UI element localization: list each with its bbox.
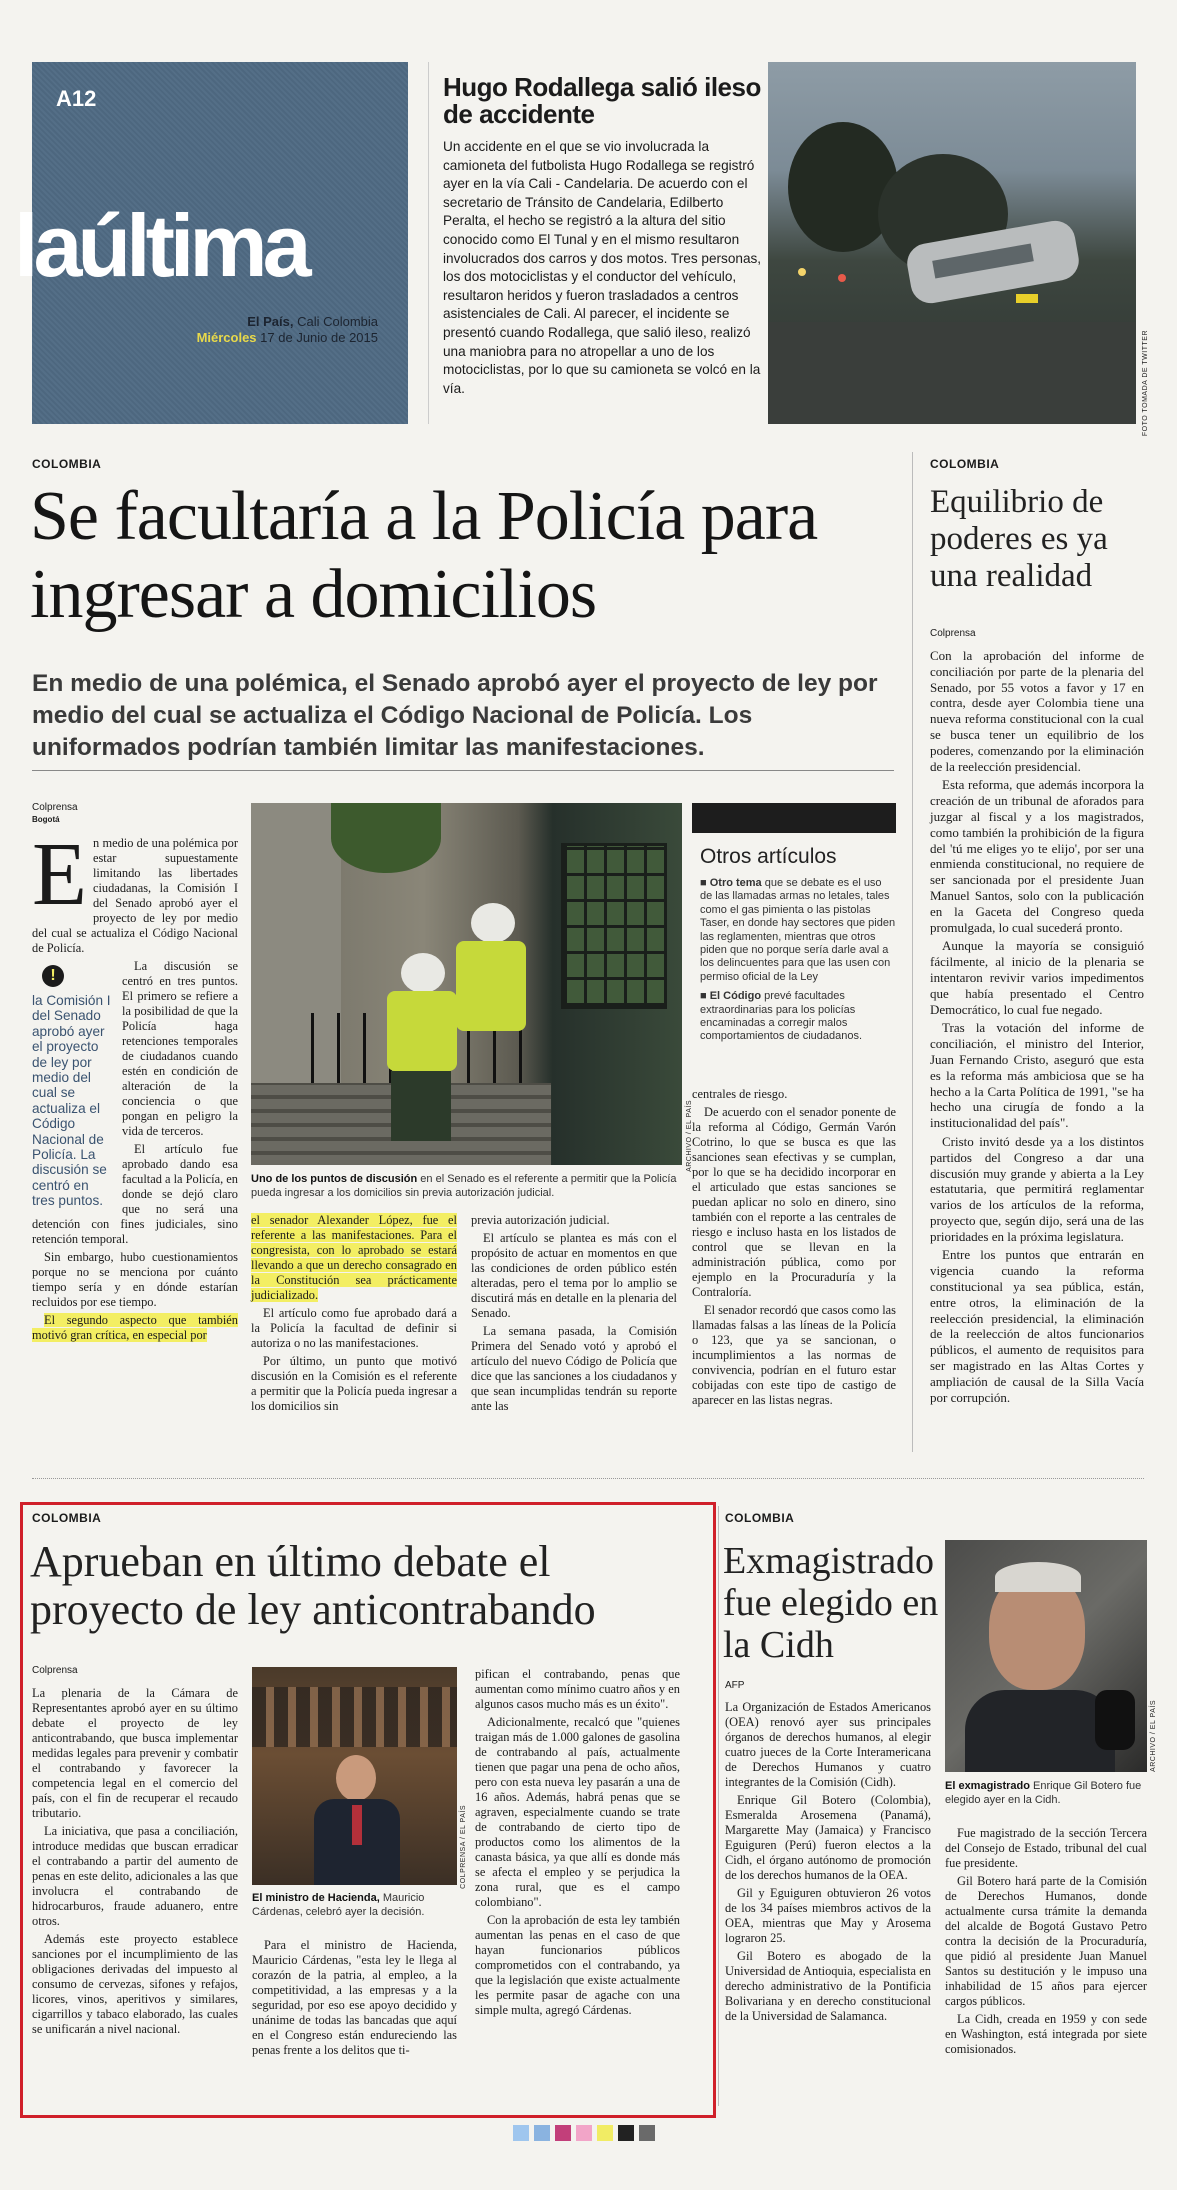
main-paragraph: El artículo como fue aprobado dará a la Policía la facultad de definir si autoriza o no las manifestaciones. <box>251 1306 457 1350</box>
bottom-right-photo-credit: ARCHIVO / EL PAÍS <box>1150 1700 1157 1772</box>
main-photo-credit: ARCHIVO / EL PAÍS <box>686 1100 693 1172</box>
top-story-photo <box>768 62 1136 424</box>
top-photo-credit: FOTO TOMADA DE TWITTER <box>1142 330 1149 437</box>
police-vest <box>456 941 526 1031</box>
main-lead: n medio de una polémica por estar supuestamente limitando las libertades ciudadanas, la Comisión I del Senado aprobó ayer el proyecto de ley por medio del cual se actualiza el Código Nacional de Policía. <box>32 836 238 955</box>
bottom-right-photo <box>945 1540 1147 1772</box>
suit <box>965 1690 1115 1772</box>
bottom-col-1: La plenaria de la Cámara de Representantes aprobó ayer en su último debate el proyecto de ley anticontrabando, que busca implementar medidas legales para prevenir y combatir el contrabando y favorecer la competencia legal en el comercio del país, con el fin de recuperar el recaudo tributario. La iniciativa, que pasa a conciliación, introduce medidas que buscan erradicar el contrabando a partir del aumento de penas en este delito, adicionales a las que involucra el contrabando de hidrocarburos, fraude aduanero, entre otros. Además este proyecto establece sanciones por el incumplimiento de las obligaciones derivadas del impuesto al consumo de cervezas, sifones y refajos, licores, vinos, aperitivos y similares, cigarrillos y tabaco elaborado, las cuales se unificarán a nivel nacional. <box>32 1686 238 2036</box>
box-item: ■ Otro tema que se debate es el uso de las llamadas armas no letales, tales como el gas pimienta o las pistolas Taser, en donde hay sectores que piden las reglamenten, mientras que otros piden que no porque sería darle aval a los delincuentes para que las usen con permiso oficial de la Ley <box>700 877 896 983</box>
police-legs <box>391 1071 451 1141</box>
day: Miércoles <box>196 330 257 345</box>
main-col-2 <box>251 1213 457 1417</box>
bullet-icon: ■ <box>700 877 707 889</box>
highlighted-text: El segundo aspecto que también motivó gran crítica, en especial por <box>32 1313 238 1342</box>
main-deck: En medio de una polémica, el Senado aprobó ayer el proyecto de ley por medio del cual se actualiza el Código Nacional de Policía. Los uniformados podrían también limitar las manifestaciones. <box>32 670 878 761</box>
motorbike-light <box>838 274 846 282</box>
section-separator <box>32 1478 1144 1479</box>
top-story-body: Un accidente en el que se vio involucrada la camioneta del futbolista Hugo Rodallega se registró ayer en la vía Cali - Candelaria. De acuerdo con el secretario de Tránsito de Candelaria, Edilberto Peralta, el hecho se registró a la altura del sitio conocido como El Tunal y en el mismo resultaron involucrados dos carros y dos motos. Tres personas, los dos motociclistas y el conductor del vehículo, resultaron heridos y fueron trasladados a centros asistenciales de Cali. Al parecer, el incidente se presentó cuando Rodallega, que salió ileso, realizó una maniobra para no atropellar a uno de los motociclistas, por lo que su camioneta se volcó en la vía. <box>443 139 762 396</box>
box-title: Otros artículos <box>700 845 837 868</box>
box-item: ■ El Código prevé facultades extraordinarias para los policías encaminadas a corregir malos comportamientos de ciudadanos. <box>700 990 863 1043</box>
bottom-right-title: Exmagistrado fue elegido en la Cidh <box>723 1540 939 1666</box>
bottom-col-3: pifican el contrabando, penas que aumentan como mínimo cuatro años y en algunos casos mucho más es un éxito". Adicionalmente, recalcó que "quienes traigan más de 1.000 galones de gasolina de contrabando al país, actualmente tienen que pagar una pena de ocho años, pero con esta nueva ley pasarán a una de 16 años. Además, habrá penas que se agraven, especialmente cuando se trate de contrabando de cierto tipo de productos como los alimentos de la canasta básica, ya que allí es donde más se afecta el empleo y se perjudica la zona rural, que es el campo colombiano". Con la aprobación de esta ley también aumentan las penas en el caso de que hayan funcionarios públicos comprometidos con el contrabando, ya que la legislación que existe actualmente les permite pasar de agache con una simple multa, agregó Cárdenas. <box>475 1667 680 2017</box>
main-paragraph: El senador recordó que casos como las llamadas falsas a las líneas de la Policía o 123, que ya se sancionan, o incumplimientos a las normas de convivencia, podrían en el futuro estar cobijadas con este tipo de castigo de aparecer en las listas negras. <box>692 1303 896 1407</box>
bottom-title: Aprueban en último debate el proyecto de ley anticontrabando <box>30 1537 596 1634</box>
pullquote: ! la Comisión I del Senado aprobó ayer el proyecto de ley por medio del cual se actualiza el Código Nacional de Policía. La discusión se centró en tres puntos. <box>32 967 111 1209</box>
main-paragraph: La semana pasada, la Comisión Primera del Senado votó y aprobó el artículo del nuevo Código de Policía que dice que las sanciones a los ciudadanos y que sean incumplidas tendrán su reporte ante las <box>471 1324 677 1413</box>
color-swatch <box>555 2125 571 2141</box>
column-rule <box>718 1506 719 2106</box>
tie <box>352 1805 362 1845</box>
paper-name: El País, <box>247 314 294 329</box>
color-swatch <box>534 2125 550 2141</box>
main-paragraph: Sin embargo, hubo cuestionamientos porque no se menciona por cuánto tiempo sería y en dónde estarían recluidos por ese tiempo. <box>32 1250 238 1309</box>
main-paragraph: El artículo se plantea es más con el propósito de actuar en momentos en que las condiciones de orden público estén alteradas, pero el tema por lo amplio se discutirá más en detalle en la plenaria del Senado. <box>471 1231 677 1320</box>
microphone <box>1095 1690 1135 1750</box>
bottom-right-source: AFP <box>725 1680 745 1691</box>
bottom-photo-credit: COLPRENSA / EL PAÍS <box>460 1805 467 1889</box>
motorbike-light <box>798 268 806 276</box>
main-col-4: centrales de riesgo. De acuerdo con el senador ponente de la reforma al Código, Germán Varón Cotrino, lo que se busca es que las sanciones sean efectivas y se cumplan, por lo que se ha decidido incorporar en el articulado que estas sanciones se puedan aplicar no solo en dinero, sino también con el reporte a las centrales de riesgo e incluso hasta en los listados de control que se llevan en la administración pública, como por ejemplo en la Procuraduría y la Contraloría. El senador recordó que casos como las llamadas falsas a las líneas de la Policía o 123, que ya se sancionan, o incumplimientos a las normas de convivencia, podrían en el futuro estar cobijadas con este tipo de castigo de aparecer en las listas negras. <box>692 1087 896 1407</box>
crowd <box>252 1687 457 1747</box>
color-registration-bar <box>513 2125 655 2141</box>
section-logo: laúltima <box>14 196 307 295</box>
right-kicker: COLOMBIA <box>930 457 1000 471</box>
right-title: Equilibrio de poderes es ya una realidad <box>930 484 1108 594</box>
main-col-1 <box>32 825 238 1346</box>
exclamation-icon: ! <box>42 965 64 987</box>
bottom-kicker: COLOMBIA <box>32 1511 102 1525</box>
police-officer <box>471 903 515 943</box>
minister-head <box>336 1755 376 1801</box>
color-swatch <box>576 2125 592 2141</box>
main-paragraph: La discusión se centró en tres puntos. El primero se refiere a la posibilidad de que la Policía haga retenciones temporales de ciudadanos cuando estén en condición de alteración de la conciencia o que pongan en peligro la vida de terceros. <box>122 959 238 1138</box>
right-source: Colprensa <box>930 628 976 639</box>
color-swatch <box>618 2125 634 2141</box>
bottom-right-kicker: COLOMBIA <box>725 1511 795 1525</box>
city: Cali Colombia <box>297 314 378 329</box>
main-paragraph: De acuerdo con el senador ponente de la reforma al Código, Germán Varón Cotrino, lo que se busca es que las sanciones sean efectivas y se cumplan, por lo que se ha decidido incorporar en el articulado que estas sanciones se puedan aplicar no solo en dinero, sino también con el reporte a las centrales de riesgo e incluso hasta en los listados de control que se llevan en la administración pública, como por ejemplo en la Procuraduría y la Contraloría. <box>692 1105 896 1299</box>
dropcap: E <box>32 825 87 924</box>
bullet-icon: ■ <box>700 990 707 1003</box>
bottom-col-2: Para el ministro de Hacienda, Mauricio Cárdenas, "esta ley le llega al corazón de la patria, al empleo, a la competitividad, a las empresas y a la seguridad, por eso ese apoyo decidido y unánime de todas las bancadas que aquí en el Congreso están endureciendo las penas frente a los delitos que ti- <box>252 1938 457 2057</box>
date: 17 de Junio de 2015 <box>260 330 378 345</box>
page-number: A12 <box>56 86 97 111</box>
color-swatch <box>513 2125 529 2141</box>
color-swatch <box>597 2125 613 2141</box>
main-kicker: COLOMBIA <box>32 457 102 471</box>
plant <box>331 803 441 873</box>
bottom-right-col-1: La Organización de Estados Americanos (OEA) renovó ayer sus principales órganos de derechos humanos, al elegir cuatro jueces de la Corte Interamericana de Derechos Humanos y cuatro integrantes de la Comisión (Cidh). Enrique Gil Botero (Colombia), Esmeralda Arosemena (Panamá), Margarette May (Jamaica) y Francisco Eguiguren (Perú) fueron electos a la Cidh, el órgano autónomo de promoción de los derechos humanos de la OEA. Gil y Eguiguren obtuvieron 26 votos de los 34 países miembros activos de la OEA, mientras que May y Arosema lograron 25. Gil Botero es abogado de la Universidad de Antioquia, especialista en derecho administrativo de la Pontificia Bolivariana y en derecho constitucional de la Universidad de Salamanca. <box>725 1700 931 2023</box>
road <box>768 322 1136 424</box>
window-grill <box>561 843 667 1009</box>
top-story-title: Hugo Rodallega salió ileso de accidente <box>443 72 761 129</box>
main-photo <box>251 803 682 1165</box>
police-officer <box>401 953 445 993</box>
main-photo-caption: Uno de los puntos de discusión en el Senado es el referente a permitir que la Policía pueda ingresar a los domicilios sin previa autorización judicial. <box>251 1173 677 1199</box>
masthead-dateline <box>197 314 378 346</box>
main-title: Se facultaría a la Policía para ingresar a domicilios <box>30 478 818 633</box>
bottom-right-col-2: Fue magistrado de la sección Tercera del Consejo de Estado, tribunal del cual fue presidente. Gil Botero hará parte de la Comisión de Derechos Humanos, donde actualmente cursa trámite la demanda del alcalde de Bogotá Gustavo Petro contra la decisión de la Procuraduría, que pidió al presidente Juan Manuel Santos su destitución y le impuso una inhabilidad de 15 años para ejercer cargos públicos. La Cidh, creada en 1959 y con sede en Washington, está integrada por siete comisionados. <box>945 1826 1147 2056</box>
right-body: Con la aprobación del informe de conciliación por parte de la plenaria del Senado, por 55 votos a favor y 17 en contra, desde ayer Colombia tiene una nueva reforma constitucional con la cual se busca tener un equilibrio de los poderes, comenzando por la eliminación de la reelección presidencial. Esta reforma, que además incorpora la creación de un tribunal de aforados para juzgar al fiscal y a los magistrados, como también la prohibición de la figura del 'tú me eliges yo te elijo', por ser una enmienda constitucional, no requiere de ser sancionada por el presidente Juan Manuel Santos, solo con la publicación en la Gaceta del Congreso queda promulgada, lo cual sucederá pronto. Aunque la mayoría se consiguió fácilmente, al inicio de la plenaria se intentaron revivir varios impedimentos que había presentado el Centro Democrático, lo cual fue negado. Tras la votación del informe de conciliación, el ministro del Interior, Juan Fernando Cristo, aseguró que esta es la reforma más ambiciosa que se ha hecho a la Carta Política de 1991, "se ha hecho una cirugía de fondo a la institucionalidad del país". Cristo invitó desde ya a los distintos partidos del Congreso a dar una discusión muy grande y abierta a la Ley estatutaria, que permitirá reglamentar varios de los artículos de la reforma, proyecto que, según dijo, será una de las prioridades en la próxima legislatura. Entre los puntos que entrarán en vigencia cuando la reforma constitucional ya sea pública, están, entre otros, la eliminación de la reelección presidencial, la eliminación de la reelección de altos funcionarios públicos, el aumento de requisitos para ser magistrado en las Altas Cortes y ampliación de causal de la Silla Vacía por corrupción. <box>930 648 1144 1405</box>
bottom-right-photo-caption: El exmagistrado Enrique Gil Botero fue elegido ayer en la Cidh. <box>945 1780 1142 1806</box>
plate <box>1016 294 1038 303</box>
main-col-3: previa autorización judicial. El artículo se plantea es más con el propósito de actuar en momentos en que las condiciones de orden público estén alteradas, pero el tema por lo amplio se discutirá más en detalle en la plenaria del Senado. La semana pasada, la Comisión Primera del Senado votó y aprobó el artículo del nuevo Código de Policía que dice que las sanciones a los ciudadanos y que sean incumplidas tendrán su reporte ante las <box>471 1213 677 1413</box>
deck-rule <box>32 770 894 771</box>
other-articles-box <box>692 803 896 1044</box>
hair <box>995 1562 1081 1592</box>
bottom-source: Colprensa <box>32 1665 78 1676</box>
column-rule <box>912 452 913 1452</box>
bottom-photo-caption: El ministro de Hacienda, Mauricio Cárdenas, celebró ayer la decisión. <box>252 1892 425 1918</box>
box-header-bar <box>692 803 896 833</box>
police-vest <box>387 991 457 1071</box>
main-source: Colprensa Bogotá <box>32 802 78 824</box>
top-story <box>428 62 769 424</box>
main-paragraph: Por último, un punto que motivó discusión en la Comisión es el referente a permitir que la Policía pueda ingresar a los domicilios sin <box>251 1354 457 1413</box>
masthead-block <box>14 62 408 424</box>
main-paragraph: El artículo fue aprobado dando esa facultad a la Policía, en donde se dejó claro que no será una detención con fines judiciales, sino retención temporal. <box>32 1142 238 1246</box>
highlighted-text: el senador Alexander López, fue el referente a las manifestaciones. Para el congresista, con lo aprobado se estará llevando a que un derecho consagrado en la Constitución sea prácticamente judicializado. <box>251 1213 457 1302</box>
bottom-photo <box>252 1667 457 1885</box>
color-swatch <box>639 2125 655 2141</box>
